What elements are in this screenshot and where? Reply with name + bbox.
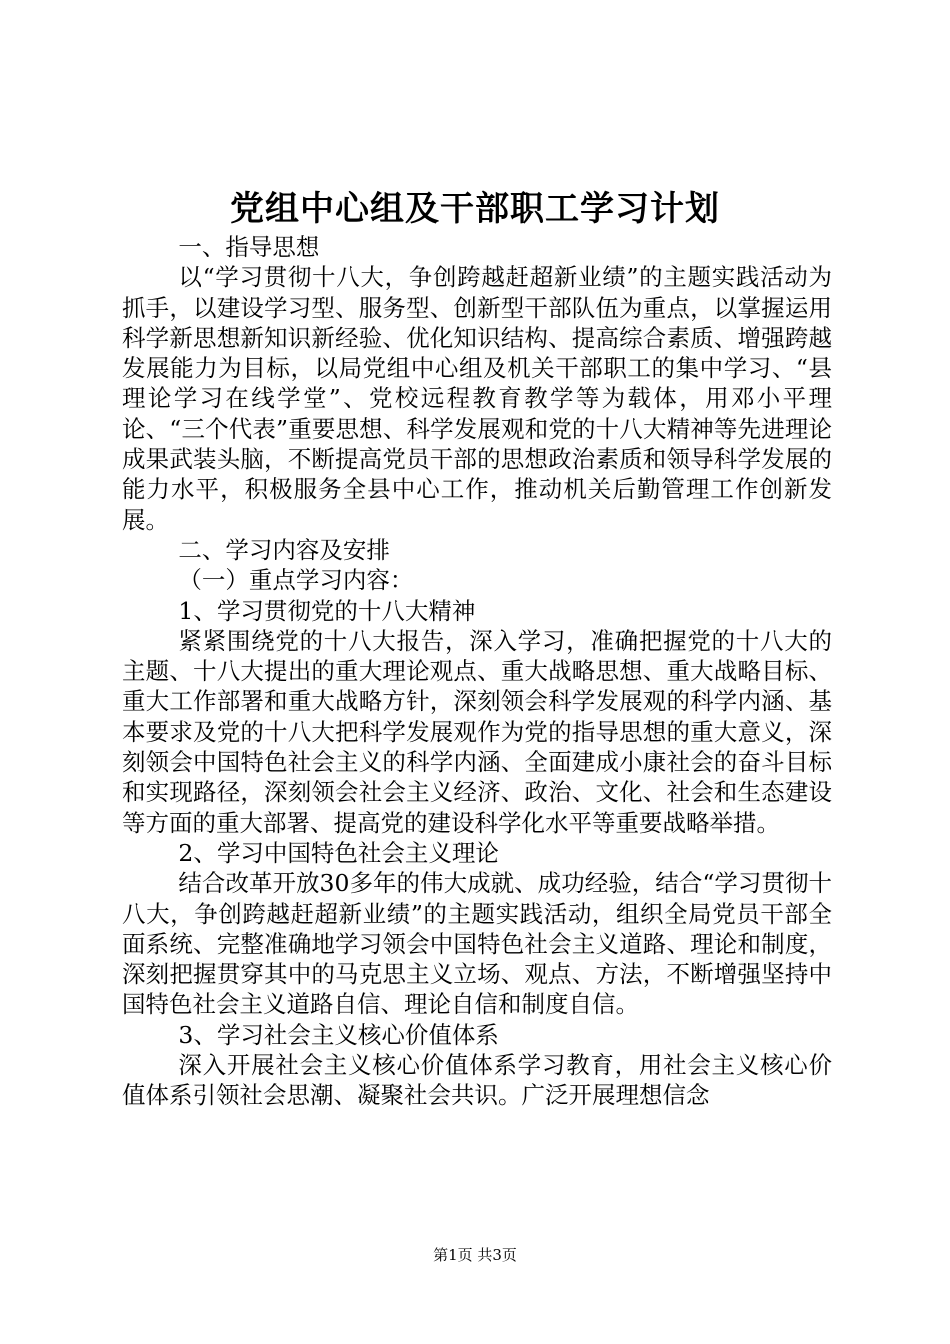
- body-paragraph: 结合改革开放30多年的伟大成就、成功经验，结合“学习贯彻十八大，争创跨越赶超新业绩”的主题实践活动，组织全局党员干部全面系统、完整准确地学习领会中国特色社会主义道路、理论和制度，深刻把握贯穿其中的马克思主义立场、观点、方法，不断增强坚持中国特色社会主义道路自信、理论自信和制度自信。: [122, 869, 832, 1019]
- section-heading: 一、指导思想: [178, 233, 320, 261]
- item-heading: 2、学习中国特色社会主义理论: [178, 838, 499, 867]
- subsection-heading: （一）重点学习内容：: [178, 566, 414, 595]
- item-heading: 1、学习贯彻党的十八大精神: [178, 596, 476, 625]
- body-paragraph: 深入开展社会主义核心价值体系学习教育，用社会主义核心价值体系引领社会思潮、凝聚社会共识。广泛开展理想信念: [122, 1051, 832, 1110]
- document-title: 党组中心组及干部职工学习计划: [230, 189, 720, 229]
- document-body: [122, 232, 832, 1111]
- body-paragraph: 以“学习贯彻十八大，争创跨越赶超新业绩”的主题实践活动为抓手，以建设学习型、服务型、创新型干部队伍为重点，以掌握运用科学新思想新知识新经验、优化知识结构、提高综合素质、增强跨越发展能力为目标，以局党组中心组及机关干部职工的集中学习、“县理论学习在线学堂”、党校远程教育教学等为载体，用邓小平理论、“三个代表”重要思想、科学发展观和党的十八大精神等先进理论成果武装头脑，不断提高党员干部的思想政治素质和领导科学发展的能力水平，积极服务全县中心工作，推动机关后勤管理工作创新发展。: [122, 263, 832, 534]
- page-footer: 第1页 共3页: [433, 1246, 517, 1264]
- section-heading: 二、学习内容及安排: [178, 535, 390, 564]
- body-paragraph: 紧紧围绕党的十八大报告，深入学习，准确把握党的十八大的主题、十八大提出的重大理论观点、重大战略思想、重大战略目标、重大工作部署和重大战略方针，深刻领会科学发展观的科学内涵、基本要求及党的十八大把科学发展观作为党的指导思想的重大意义，深刻领会中国特色社会主义的科学内涵、全面建成小康社会的奋斗目标和实现路径，深刻领会社会主义经济、政治、文化、社会和生态建设等方面的重大部署、提高党的建设科学化水平等重要战略举措。: [122, 626, 832, 837]
- item-heading: 3、学习社会主义核心价值体系: [178, 1020, 499, 1049]
